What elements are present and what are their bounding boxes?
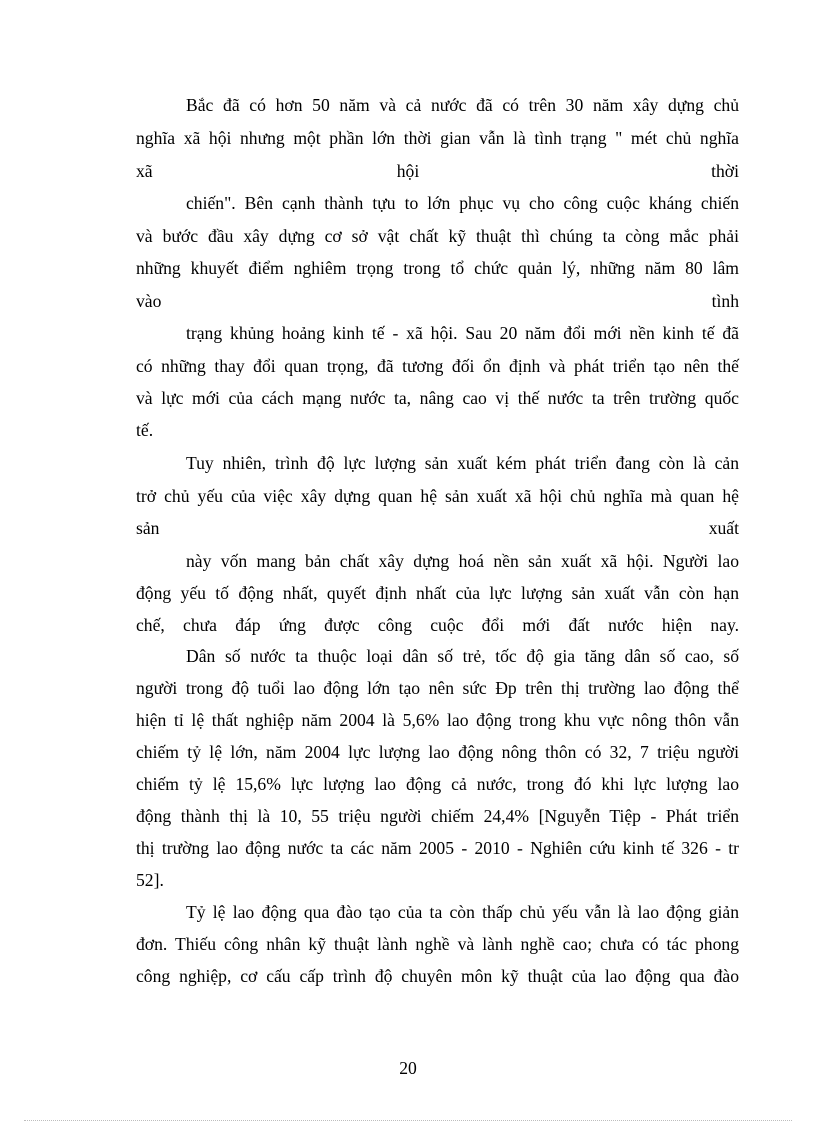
text-line: xã hội thời (136, 161, 739, 181)
text-line: chế, chưa đáp ứng được công cuộc đổi mới đất nước hiện nay. (136, 615, 739, 635)
text-line: Tỷ lệ lao động qua đào tạo của ta còn thấp chủ yếu vẫn là lao động giản (186, 902, 739, 922)
text-line: động yếu tố động nhất, quyết định nhất của lực lượng sản xuất vẫn còn hạn (136, 583, 739, 603)
text-line: Tuy nhiên, trình độ lực lượng sản xuất kém phát triển đang còn là cản (186, 453, 739, 473)
text-line: trạng khủng hoảng kinh tế - xã hội. Sau 20 năm đổi mới nền kinh tế đã (186, 323, 739, 343)
text-line: sản xuất (136, 518, 739, 538)
text-line: thị trường lao động nước ta các năm 2005 - 2010 - Nghiên cứu kinh tế 326 - tr (136, 838, 739, 858)
text-line: hiện tỉ lệ thất nghiệp năm 2004 là 5,6% lao động trong khu vực nông thôn vẫn (136, 710, 739, 730)
text-line: và lực mới của cách mạng nước ta, nâng cao vị thế nước ta trên trường quốc (136, 388, 739, 408)
text-line: Bắc đã có hơn 50 năm và cả nước đã có trên 30 năm xây dựng chủ (186, 95, 739, 115)
text-line: và bước đầu xây dựng cơ sở vật chất kỹ thuật thì chúng ta còng mắc phải (136, 226, 739, 246)
text-line: vào tình (136, 291, 739, 311)
page-bottom-divider (24, 1120, 792, 1121)
text-line: có những thay đổi quan trọng, đã tương đối ổn định và phát triển tạo nên thế (136, 356, 739, 376)
text-line: công nghiệp, cơ cấu cấp trình độ chuyên môn kỹ thuật của lao động qua đào (136, 966, 739, 986)
text-line: động thành thị là 10, 55 triệu người chiếm 24,4% [Nguyễn Tiệp - Phát triển (136, 806, 739, 826)
text-line: chiến". Bên cạnh thành tựu to lớn phục vụ cho công cuộc kháng chiến (186, 193, 739, 213)
text-line: tế. (136, 420, 154, 440)
text-line: đơn. Thiếu công nhân kỹ thuật lành nghề và lành nghề cao; chưa có tác phong (136, 934, 739, 954)
text-line: Dân số nước ta thuộc loại dân số trẻ, tốc độ gia tăng dân số cao, số (186, 646, 739, 666)
text-line: những khuyết điểm nghiêm trọng trong tổ chức quản lý, những năm 80 lâm (136, 258, 739, 278)
text-line: nghĩa xã hội nhưng một phần lớn thời gian vẫn là tình trạng " mét chủ nghĩa (136, 128, 739, 148)
text-line: chiếm tỷ lệ lớn, năm 2004 lực lượng lao động nông thôn có 32, 7 triệu người (136, 742, 739, 762)
text-line: người trong độ tuổi lao động lớn tạo nên sức Ðp trên thị trường lao động thể (136, 678, 739, 698)
text-line: 52]. (136, 870, 164, 890)
text-line: chiếm tỷ lệ 15,6% lực lượng lao động cả nước, trong đó khi lực lượng lao (136, 774, 739, 794)
page-number: 20 (399, 1058, 417, 1078)
text-line: trở chủ yếu của việc xây dựng quan hệ sản xuất xã hội chủ nghĩa mà quan hệ (136, 486, 739, 506)
text-line: này vốn mang bản chất xây dựng hoá nền sản xuất xã hội. Người lao (186, 551, 739, 571)
